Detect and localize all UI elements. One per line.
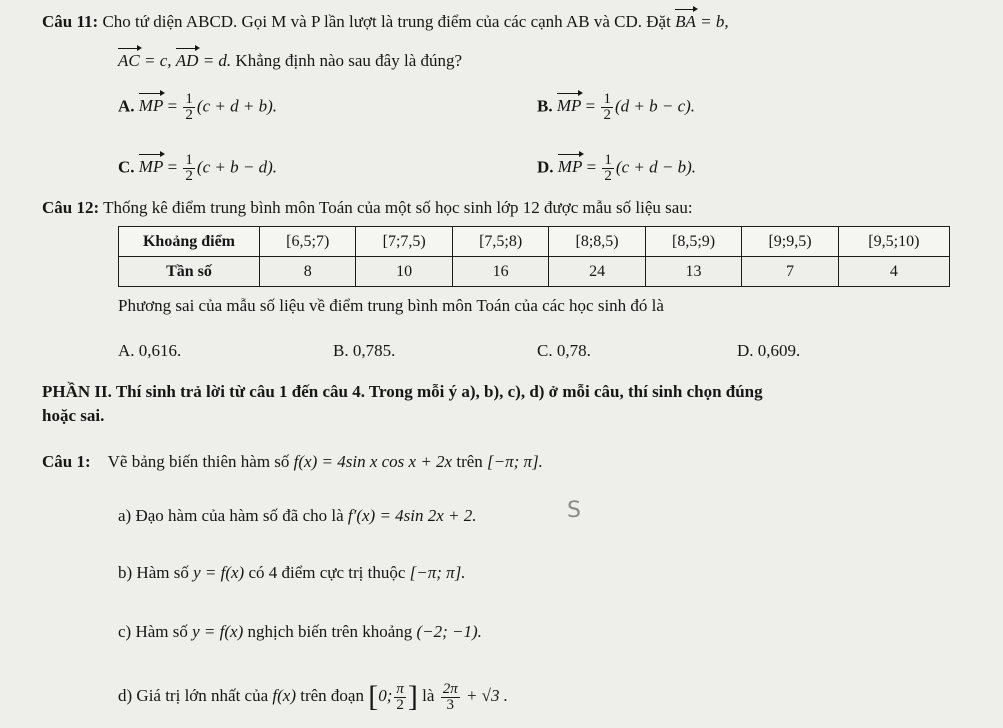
- vector-BA: BA: [675, 12, 696, 31]
- table-cell: 16: [452, 257, 548, 287]
- q11-text-1: Cho tứ diện ABCD. Gọi M và P lần lượt là trung điểm của các cạnh AB và CD. Đặt: [98, 12, 676, 31]
- option-c-expr: (c + b − d).: [196, 157, 277, 177]
- q1-text: Vẽ bảng biến thiên hàm số: [107, 452, 294, 471]
- item-b-text: b) Hàm số: [118, 563, 194, 582]
- table-cell: 4: [838, 257, 949, 287]
- q12-answer-a[interactable]: A. 0,616.: [118, 341, 182, 360]
- q12-question: Phương sai của mẫu số liệu về điểm trung bình môn Toán của các học sinh đó là: [118, 296, 664, 315]
- table-cell: [7;7,5): [356, 227, 452, 257]
- part2-heading-line2: hoặc sai.: [42, 406, 105, 425]
- option-d-lhs: MP: [557, 157, 583, 177]
- q11-option-b[interactable]: B. MP = $\frac{1}{2}$ (d + b − c).: [537, 91, 696, 123]
- q1-statement: [42, 451, 543, 473]
- q12-answer-b[interactable]: B. 0,785.: [333, 341, 396, 360]
- q1-item-d[interactable]: d) Giá trị lớn nhất của f(x) trên đoạn [0; $\frac{\pi}{2}$ ] là $\frac{2\pi}{3}$ + √3 .: [118, 680, 509, 714]
- q1-function: f(x) = 4sin x cos x + 2x: [293, 452, 453, 471]
- table-cell: [6,5;7): [260, 227, 356, 257]
- q1-item-c[interactable]: [118, 621, 482, 643]
- item-d-text2: trên đoạn: [295, 686, 369, 705]
- q12-statement: [42, 197, 693, 219]
- item-c-text: c) Hàm số: [118, 622, 193, 641]
- q1-label: Câu 1:: [42, 452, 91, 471]
- option-c-lhs: MP: [138, 157, 164, 177]
- item-d-text3: là: [417, 686, 439, 705]
- handwritten-mark: S: [567, 498, 581, 523]
- option-a-expr: (c + d + b).: [196, 96, 277, 116]
- option-d-expr: (c + d − b).: [615, 157, 696, 177]
- fraction-half: $\frac{1}{2}$: [604, 152, 612, 184]
- fraction-pi-over-2: $\frac{\pi}{2}$: [396, 680, 404, 713]
- eq-c: = c,: [139, 51, 176, 70]
- item-c-math2: (−2; −1).: [416, 622, 482, 641]
- option-b-lhs: MP: [556, 96, 582, 116]
- table-cell: [8;8,5): [549, 227, 645, 257]
- q11-label: Câu 11:: [42, 12, 99, 31]
- fraction-half: $\frac{1}{2}$: [185, 152, 193, 184]
- table-header-cell: Khoảng điểm: [119, 227, 260, 257]
- option-d-label: D.: [537, 157, 554, 177]
- fraction-2pi-over-3: $\frac{2\pi}{3}$: [442, 680, 458, 713]
- q12-answer-c[interactable]: C. 0,78.: [537, 341, 591, 360]
- item-c-math: y = f(x): [192, 622, 244, 641]
- option-b-expr: (d + b − c).: [614, 96, 696, 116]
- item-b-math: y = f(x): [193, 563, 245, 582]
- frequency-table: [118, 226, 950, 287]
- item-c-text2: nghịch biến trên khoảng: [243, 622, 417, 641]
- table-cell: [9,5;10): [838, 227, 949, 257]
- vector-AC: AC: [118, 51, 140, 70]
- part2-heading: PHẦN II. Thí sinh trả lời từ câu 1 đến câu 4. Trong mỗi ý a), b), c), d) ở mỗi câu, thí sinh chọn đúng: [42, 382, 763, 401]
- q11-text-2: Khẳng định nào sau đây là đúng?: [231, 51, 463, 70]
- item-b-math2: [−π; π].: [409, 563, 466, 582]
- table-cell: [8,5;9): [645, 227, 741, 257]
- item-b-text2: có 4 điểm cực trị thuộc: [244, 563, 410, 582]
- table-cell: [7,5;8): [452, 227, 548, 257]
- q11-statement: [42, 11, 729, 33]
- table-cell: 8: [260, 257, 356, 287]
- option-c-label: C.: [118, 157, 135, 177]
- q11-statement-line2: [118, 50, 462, 72]
- item-a-math: f′(x) = 4sin 2x + 2.: [347, 506, 477, 525]
- option-a-label: A.: [118, 96, 135, 116]
- item-d-text: d) Giá trị lớn nhất của: [118, 686, 273, 705]
- interval-left: 0;: [378, 686, 393, 705]
- q12-text: Thống kê điểm trung bình môn Toán của một số học sinh lớp 12 được mẫu số liệu sau:: [99, 198, 693, 217]
- table-row: [119, 257, 950, 287]
- table-cell: [9;9,5): [742, 227, 838, 257]
- q11-option-c[interactable]: C. MP = $\frac{1}{2}$ (c + b − d).: [118, 152, 277, 184]
- table-cell: 7: [742, 257, 838, 287]
- q1-item-a[interactable]: [118, 505, 477, 527]
- table-row: [119, 227, 950, 257]
- eq-b: = b,: [695, 12, 729, 31]
- table-cell: 13: [645, 257, 741, 287]
- table-header-cell: Tần số: [119, 257, 260, 287]
- item-d-tail: + √3 .: [461, 686, 509, 705]
- vector-AD: AD: [175, 51, 199, 70]
- q12-label: Câu 12:: [42, 198, 100, 217]
- q1-item-b[interactable]: [118, 562, 466, 584]
- q1-domain: [−π; π].: [487, 452, 543, 471]
- table-cell: 10: [356, 257, 452, 287]
- table-cell: 24: [549, 257, 645, 287]
- option-b-label: B.: [537, 96, 553, 116]
- q11-option-d[interactable]: D. MP = $\frac{1}{2}$ (c + d − b).: [537, 152, 696, 184]
- q12-answer-d[interactable]: D. 0,609.: [737, 341, 801, 360]
- item-d-math: f(x): [272, 686, 296, 705]
- fraction-half: $\frac{1}{2}$: [185, 91, 193, 123]
- q1-domain-text: trên: [452, 452, 488, 471]
- eq-d: = d.: [198, 51, 232, 70]
- option-a-lhs: MP: [138, 96, 164, 116]
- q11-option-a[interactable]: A. MP = $\frac{1}{2}$ (c + d + b).: [118, 91, 277, 123]
- fraction-half: $\frac{1}{2}$: [603, 91, 611, 123]
- item-a-text: a) Đạo hàm của hàm số đã cho là: [118, 506, 348, 525]
